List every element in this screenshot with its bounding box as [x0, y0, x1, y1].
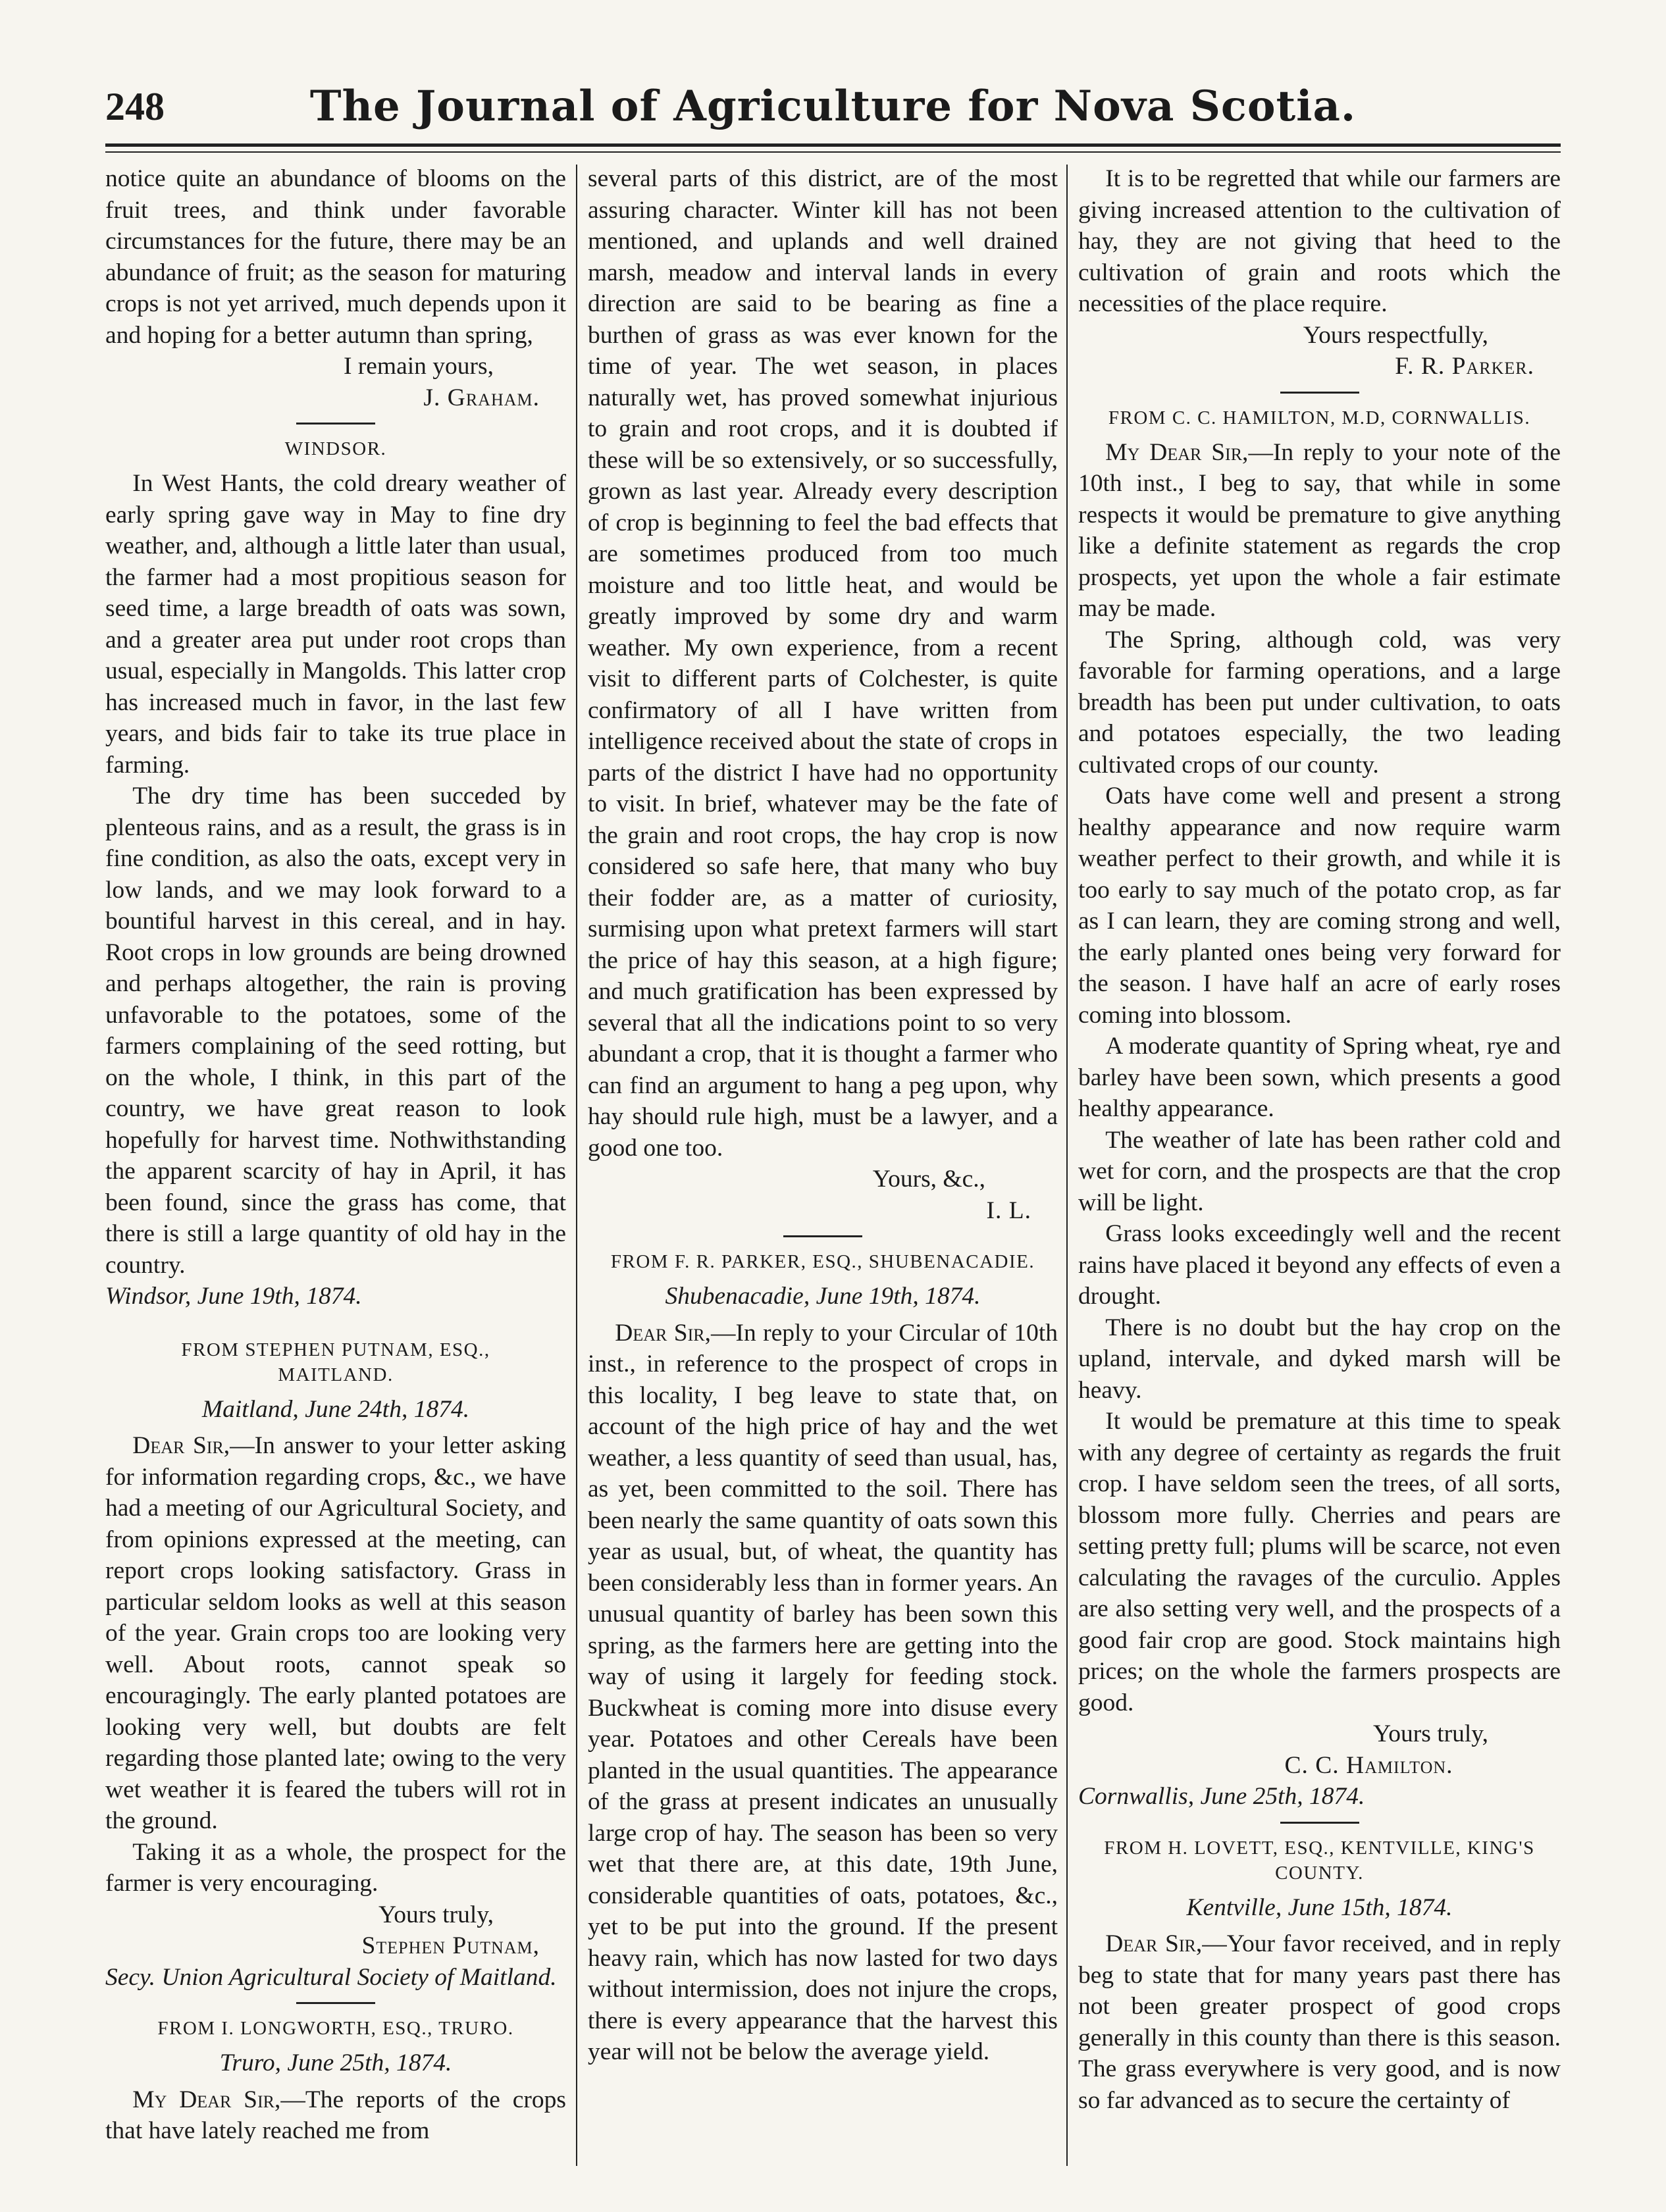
closing: Yours truly, [378, 1901, 494, 1928]
running-title: The Journal of Agriculture for Nova Scotia. [309, 82, 1357, 131]
letter-paragraph [105, 2084, 566, 2147]
paragraph: notice quite an abundance of blooms on the fruit trees, and think under favorable circumstances for the future, there may be an abundance of fruit; as the season for maturing crops is not yet arrived, much depends upon it and hoping for a better autumn than spring, [105, 165, 566, 349]
signature: C. C. Hamilton. [1284, 1751, 1453, 1779]
paragraph: Oats have come well and present a strong healthy appearance and now require warm weather perfect to their growth, and while it is too early to say much of the potato crop, as far as I can learn, they are coming strong and well, the early planted ones being very forward for the season. I have half an acre of early roses coming into blossom. [1078, 783, 1561, 1029]
dateline: Windsor, June 19th, 1874. [105, 1283, 362, 1310]
section-heading: FROM I. LONGWORTH, ESQ., TRURO. [157, 2018, 514, 2039]
section-divider [783, 1235, 862, 1237]
paragraph: A moderate quantity of Spring wheat, rye and barley have been sown, which presents a good healthy appearance. [1078, 1033, 1561, 1122]
letter-text: —Your favor received, and in reply beg to state that for many years past there has not been greater prospect of good crops generally in this county than there is this season. The grass everywhere is very good, and is now so far advanced as to secure the certainty of [1078, 1930, 1561, 2114]
section-heading: FROM C. C. HAMILTON, M.D, CORNWALLIS. [1108, 407, 1531, 428]
column-left [105, 163, 566, 2164]
paragraph: Taking it as a whole, the prospect for the farmer is very encouraging. [105, 1838, 566, 1897]
paragraph: Grass looks exceedingly well and the recent rains have placed it beyond any effects of even a drought. [1078, 1220, 1561, 1310]
dateline: Maitland, June 24th, 1874. [201, 1395, 470, 1423]
letter-text: —The reports of the crops that have lately reached me from [105, 2086, 566, 2144]
section-divider [1280, 392, 1359, 394]
closing: Yours truly, [1372, 1720, 1488, 1747]
closing: Yours, &c., [872, 1166, 985, 1193]
column-right [1078, 163, 1561, 2164]
dateline: Shubenacadie, June 19th, 1874. [665, 1283, 981, 1310]
signature: I. L. [986, 1196, 1031, 1224]
letter-paragraph [1078, 437, 1561, 625]
letter-text: —In answer to your letter asking for information regarding crops, &c., we have had a meeting of our Agricultural Society, and from opinions expressed at the meeting, can report crops looking satisfactory. Grass in particular seldom looks as well at this season of the year. Grain crops too are looking very well. About roots, cannot speak so encouragingly. The early planted potatoes are looking very well, but doubts are felt regarding those planted late; owing to the very wet weather it is feared the tubers will rot in the ground. [105, 1432, 566, 1834]
paragraph: several parts of this district, are of the most assuring character. Winter kill has not been mentioned, and uplands and well drained marsh, meadow and interval lands in every direction are said to be bearing as fine a burthen of grass as was ever known for the time of year. The wet season, in places naturally wet, has proved somewhat injurious to grain and root crops, and it is doubted if these will be so extensively, or so successfully, grown as last year. Already every description of crop is beginning to feel the bad effects that are sometimes produced from too much moisture and too little heat, and would be greatly improved by some dry and warm weather. My own experience, from a recent visit to different parts of Colchester, is quite confirmatory of all I have written from intelligence received about the state of crops in parts of the district I have had no opportunity to visit. In brief, whatever may be the fate of the grain and root crops, the hay crop is now considered so safe here, that many who buy their fodder are, as a matter of curiosity, surmising upon what pretext farmers will start the price of hay this season, at a high figure; and much gratification has been expressed by several that all the indications point to so very abundant a crop, that it is thought a farmer who can find an argument to hang a peg upon, why hay should rule high, must be a lawyer, and a good one too. [588, 165, 1058, 1162]
page-header [105, 78, 1561, 150]
signer-title: Secy. Union Agricultural Society of Maitland. [105, 1963, 557, 1991]
column-middle [588, 163, 1058, 2164]
letter-paragraph [105, 1430, 566, 1837]
salutation: My Dear Sir, [132, 2086, 281, 2113]
section-divider [296, 423, 375, 424]
dateline: Cornwallis, June 25th, 1874. [1078, 1783, 1365, 1810]
salutation: Dear Sir, [1105, 1930, 1203, 1957]
salutation: My Dear Sir, [1105, 438, 1249, 466]
paragraph: There is no doubt but the hay crop on the upland, intervale, and dyked marsh will be heavy. [1078, 1314, 1561, 1404]
page-number: 248 [105, 85, 165, 128]
paragraph: The dry time has been succeded by plenteous rains, and as a result, the grass is in fine condition, as also the oats, except very in low lands, and we may look forward to a bountiful harvest in this cereal, and in hay. Root crops in low grounds are being drowned and perhaps altogether, the rain is proving unfavorable to the potatoes, some of the farmers complaining of the seed rotting, but on the whole, I think, in this part of the country, we have great reason to look hopefully for harvest time. Nothwithstanding the apparent scarcity of hay in April, it has been found, since the grass has come, that there is still a large quantity of old hay in the country. [105, 783, 566, 1279]
paragraph: In West Hants, the cold dreary weather of early spring gave way in May to fine dry weather, and, although a little later than usual, the farmer had a most propitious season for seed time, a large breadth of oats was sown, and a greater area put under root crops than usual, especially in Mangolds. This latter crop has increased much in favor, in the last few years, and bids fair to take its true place in farming. [105, 470, 566, 779]
closing: I remain yours, [343, 353, 494, 380]
closing: Yours respectfully, [1303, 321, 1488, 349]
letter-paragraph [588, 1318, 1058, 2068]
paragraph: The Spring, although cold, was very favorable for farming operations, and a large breadth has been put under cultivation, to oats and potatoes especially, the two leading cultivated crops of our county. [1078, 626, 1561, 779]
header-rule-thick [105, 143, 1561, 147]
dateline: Truro, June 25th, 1874. [219, 2049, 452, 2076]
section-heading: FROM F. R. PARKER, ESQ., SHUBENACADIE. [610, 1251, 1035, 1272]
column-divider [576, 165, 577, 2166]
letter-text: —In reply to your note of the 10th inst., I beg to say, that while in some respects it would be premature to give anything like a definite statement as regards the crop prospects, yet upon the whole a fair estimate may be made. [1078, 438, 1561, 622]
paragraph: It would be premature at this time to speak with any degree of certainty as regards the fruit crop. I have seldom seen the trees, of all sorts, blossom more fully. Cherries and pears are setting pretty full; plums will be scarce, not even calculating the ravages of the curculio. Apples are also setting very well, and the prospects of a good fair crop are good. Stock maintains high prices; on the whole the farmers prospects are good. [1078, 1408, 1561, 1716]
section-heading: WINDSOR. [284, 438, 387, 459]
section-divider [1280, 1822, 1359, 1824]
signature: Stephen Putnam, [361, 1932, 540, 1959]
paragraph: The weather of late has been rather cold and wet for corn, and the prospects are that the crop will be light. [1078, 1126, 1561, 1216]
salutation: Dear Sir, [132, 1432, 230, 1459]
header-rule-thin [105, 151, 1561, 153]
section-heading: FROM H. LOVETT, ESQ., KENTVILLE, KING'S COUNTY. [1104, 1837, 1535, 1884]
paragraph: It is to be regretted that while our farmers are giving increased attention to the cultivation of hay, they are not giving that heed to the cultivation of grain and roots which the necessities of the place require. [1078, 165, 1561, 317]
letter-text: —In reply to your Circular of 10th inst., in reference to the prospect of crops in this locality, I beg leave to state that, on account of the high price of hay and the wet weather, a less quantity of seed than usual, has, as yet, been committed to the soil. There has been nearly the same quantity of oats sown this year as usual, but, of wheat, the quantity has been considerably less than in former years. An unusual quantity of barley has been sown this spring, as the farmers here are getting into the way of using it largely for feeding stock. Buckwheat is coming more into disuse every year. Potatoes and other Cereals have been planted in the usual quantities. The appearance of the grass at present indicates an unusually large crop of hay. The season has been so very wet that there are, at this date, 19th June, considerable quantities of oats, potatoes, &c., yet to be put into the ground. If the present heavy rain, which has now lasted for two days without intermission, does not injure the crops, there is every appearance that the harvest this year will not be below the average yield. [588, 1319, 1058, 2065]
signature: J. Graham. [423, 384, 540, 411]
section-heading: FROM STEPHEN PUTNAM, ESQ., MAITLAND. [181, 1339, 490, 1385]
section-divider [296, 2002, 375, 2004]
signature: F. R. Parker. [1395, 353, 1534, 380]
letter-paragraph [1078, 1928, 1561, 2116]
dateline: Kentville, June 15th, 1874. [1186, 1893, 1453, 1921]
column-divider [1066, 165, 1068, 2166]
salutation: Dear Sir, [615, 1319, 711, 1347]
